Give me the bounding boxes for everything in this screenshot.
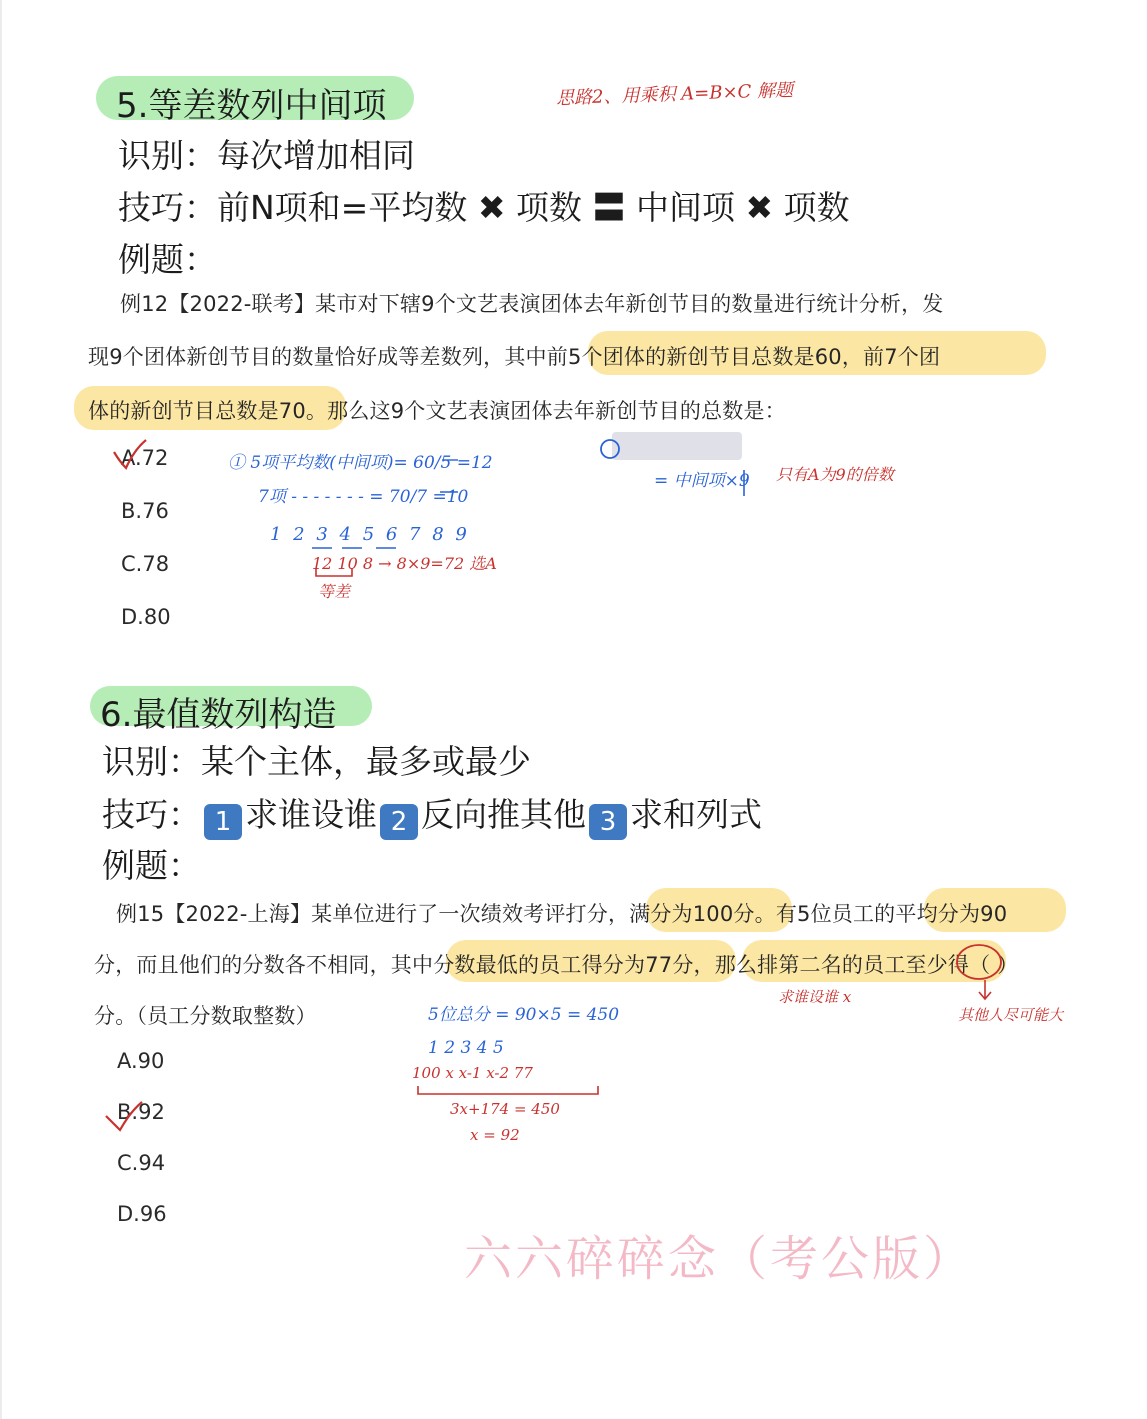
- section-5-identify: 识别：每次增加相同: [118, 136, 415, 175]
- option-a: A.90: [117, 1049, 165, 1073]
- handwritten-note: 1 2 3 4 5 6 7 8 9: [270, 524, 467, 545]
- option-b: B.76: [121, 499, 169, 523]
- handwritten-note: 100 x x-1 x-2 77: [412, 1064, 533, 1082]
- technique-term: 项数: [516, 188, 582, 227]
- keycap-2-icon: 2: [380, 804, 418, 840]
- checkmark-icon: [114, 440, 146, 468]
- handwritten-note: 等差: [318, 582, 351, 601]
- equals-icon: 〓: [592, 188, 626, 227]
- option-c: C.78: [121, 552, 170, 576]
- watermark: 六六碎碎念（考公版）: [464, 1231, 975, 1287]
- option-a: A.72: [121, 446, 169, 470]
- option-c: C.94: [117, 1151, 166, 1175]
- keycap-3-icon: 3: [589, 804, 627, 840]
- handwritten-note: 思路2、用乘积 A=B×C 解题: [555, 79, 794, 110]
- technique-step: 求和列式: [630, 795, 762, 834]
- circled-number-icon: [601, 440, 619, 458]
- technique-term: 中间项: [636, 188, 735, 227]
- option-d: D.80: [121, 605, 171, 629]
- section-5-example-label: 例题：: [118, 240, 217, 279]
- section-6-example-label: 例题：: [102, 846, 201, 885]
- circle-annotation-icon: [957, 945, 1001, 979]
- handwritten-note: 只有A为9的倍数: [776, 465, 894, 484]
- handwritten-note: 其他人尽可能大: [958, 1006, 1064, 1024]
- technique-prefix: 技巧：: [102, 795, 201, 834]
- technique-step: 反向推其他: [421, 795, 586, 834]
- technique-prefix: 技巧：前N项和=平均数: [118, 188, 468, 227]
- question-line: 分。（员工分数取整数）: [94, 1004, 317, 1028]
- technique-step: 求谁设谁: [245, 795, 377, 834]
- question-line: 例15【2022-上海】某单位进行了一次绩效考评打分，满分为100分。有5位员工的平均分为90: [116, 902, 1008, 926]
- arrow-down-icon: [979, 980, 991, 999]
- handwritten-note: 12 10 8 → 8×9=72 选A: [312, 554, 497, 573]
- multiply-icon: ✖: [745, 188, 774, 227]
- question-line: 分，而且他们的分数各不相同，其中分数最低的员工得分为77分，那么排第二名的员工至少得（ ）: [94, 953, 1019, 977]
- checkmark-icon: [106, 1102, 142, 1130]
- section-5-title: 5.等差数列中间项: [116, 86, 387, 126]
- handwritten-note: x = 92: [470, 1126, 520, 1144]
- handwritten-note: 1 2 3 4 5: [428, 1038, 504, 1058]
- keycap-1-icon: 1: [204, 804, 242, 840]
- multiply-icon: ✖: [477, 188, 506, 227]
- option-d: D.96: [117, 1202, 167, 1226]
- option-b: B.92: [117, 1100, 165, 1124]
- question-line: 现9个团体新创节目的数量恰好成等差数列，其中前5个团体的新创节目总数是60，前7个团: [88, 345, 941, 369]
- handwritten-note: 求谁设谁 x: [778, 988, 852, 1006]
- handwritten-note: ① 5项平均数(中间项)= 60/5 =12: [228, 453, 493, 473]
- section-6-title: 6.最值数列构造: [100, 695, 337, 735]
- handwritten-note: 7项 - - - - - - - = 70/7 =10: [258, 487, 469, 507]
- handwritten-note: 3x+174 = 450: [450, 1100, 560, 1118]
- question-line: 体的新创节目总数是70。那么这9个文艺表演团体去年新创节目的总数是：: [88, 399, 786, 423]
- handwritten-note: 5位总分 = 90×5 = 450: [428, 1005, 620, 1025]
- technique-term: 项数: [783, 188, 850, 227]
- handwritten-note: = 中间项×9: [654, 471, 750, 491]
- section-6-identify: 识别：某个主体，最多或最少: [102, 742, 531, 781]
- question-line: 例12【2022-联考】某市对下辖9个文艺表演团体去年新创节目的数量进行统计分析，发: [120, 292, 944, 316]
